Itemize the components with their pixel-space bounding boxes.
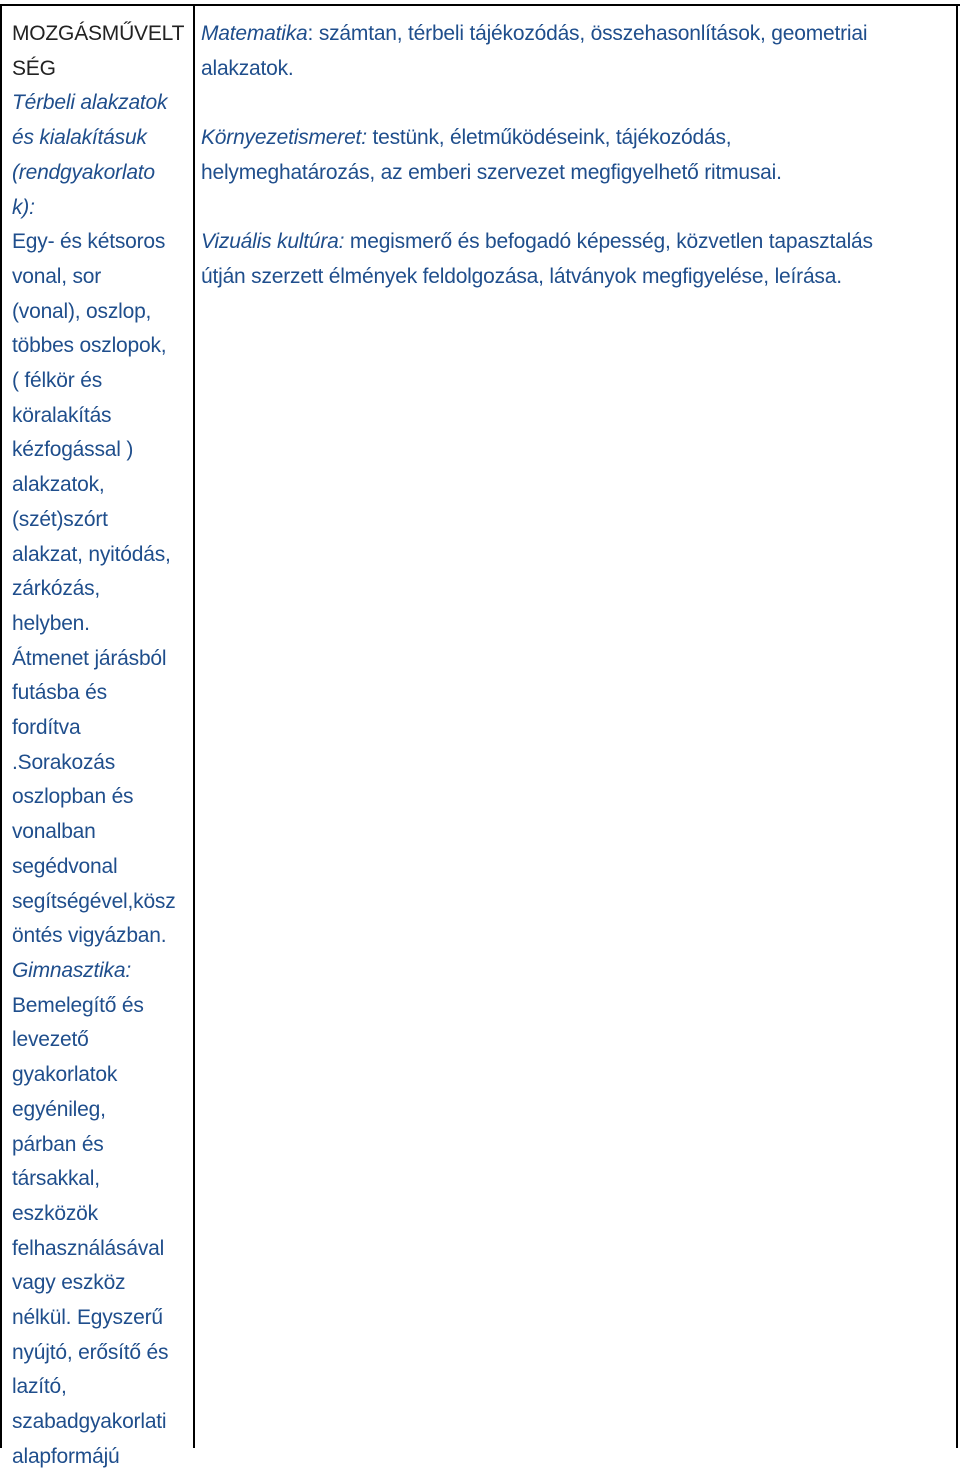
left-column-cell xyxy=(12,17,190,1475)
right-column-cell xyxy=(201,17,949,329)
table-border-left xyxy=(0,4,2,1448)
visual-culture-text-line-1: megismerő és befogadó képesség, közvetlen tapasztalás xyxy=(344,230,873,254)
gymnastics-label: Gimnasztika: xyxy=(12,958,131,982)
visual-culture-text-line-2: útján szerzett élmények feldolgozása, látványok megfigyelése, leírása. xyxy=(201,264,842,288)
formation-text: Egy- és kétsoros vonal, sor (vonal), oszlop, többes oszlopok, ( félkör és köralakítás kézfogással ) alakzatok, (szét)szórt alakzat, nyitódás, zárkózás, helyben. xyxy=(12,230,171,635)
table-border-right xyxy=(956,4,958,1448)
transition-text: Átmenet járásból futásba és fordítva xyxy=(12,646,167,740)
section-heading: MOZGÁSMŰVELT SÉG xyxy=(12,22,185,80)
gymnastics-text: Bemelegítő és levezető gyakorlatok egyénileg, párban és társakkal, eszközök felhasználásával vagy eszköz nélkül. Egyszerű nyújtó, erősítő és lazító, szabadgyakorlati alapformájú xyxy=(12,993,169,1468)
visual-culture-paragraph xyxy=(201,225,949,294)
environment-text-line-2: helymeghatározás, az emberi szervezet megfigyelhető ritmusai. xyxy=(201,160,782,184)
environment-label: Környezetismeret: xyxy=(201,126,367,150)
lineup-text: .Sorakozás oszlopban és vonalban segédvonal segítségével,kösz öntés vigyázban. xyxy=(12,750,176,948)
environment-text-line-1: testünk, életműködéseink, tájékozódás, xyxy=(366,126,732,150)
visual-culture-label: Vizuális kultúra: xyxy=(201,230,345,254)
environment-paragraph xyxy=(201,121,949,190)
topic-title: Térbeli alakzatok és kialakításuk (rendgyakorlato k): xyxy=(12,91,168,219)
math-paragraph xyxy=(201,17,949,86)
math-text-line-2: alakzatok. xyxy=(201,56,294,80)
math-text-line-1: : számtan, térbeli tájékozódás, összehasonlítások, geometriai xyxy=(307,22,868,45)
table-border-top xyxy=(0,4,960,6)
math-label: Matematika xyxy=(201,22,308,45)
column-divider xyxy=(193,4,195,1448)
